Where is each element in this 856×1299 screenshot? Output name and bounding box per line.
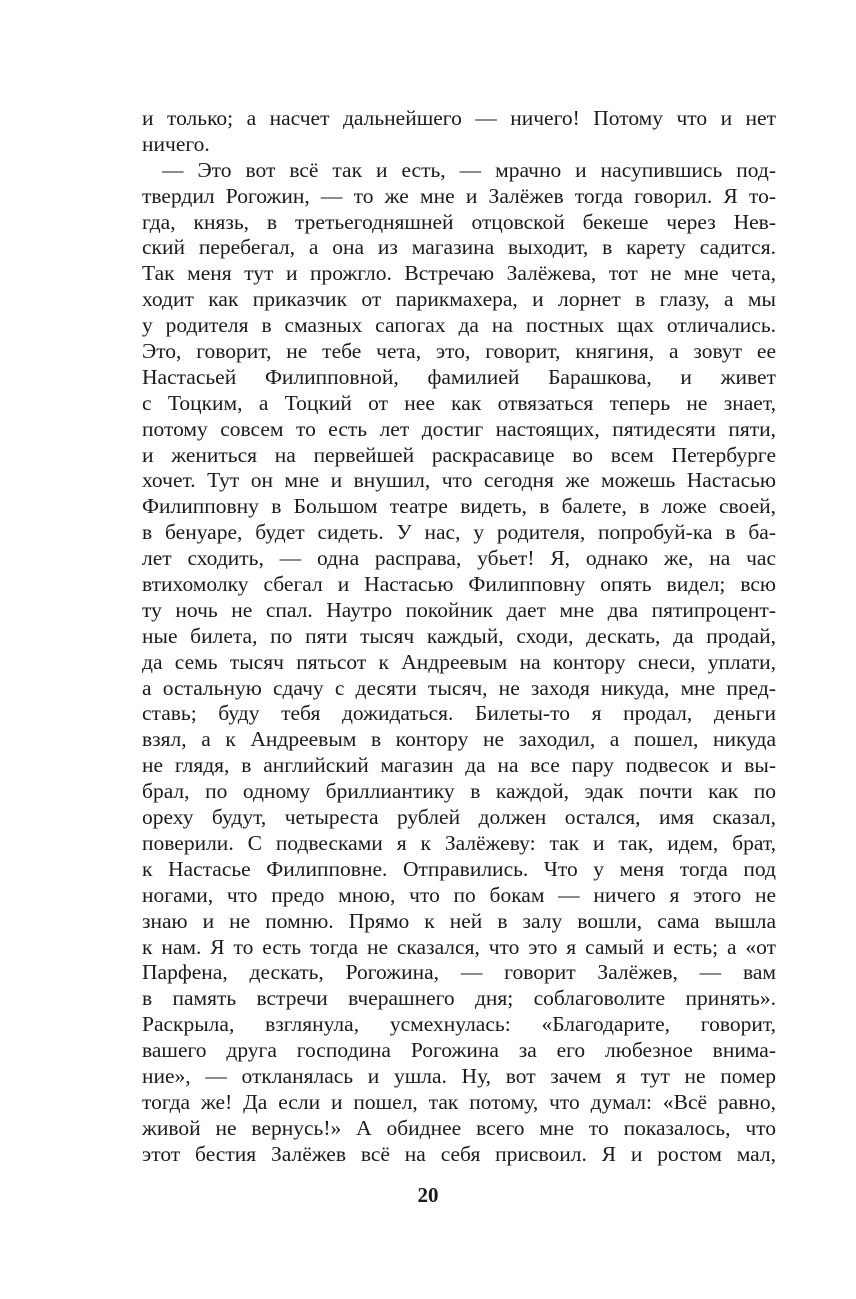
text-line: хочет. Тут он мне и внушил, что сегодня же можешь Настасью [142, 468, 776, 493]
text-line: этот бестия Залёжев всё на себя присвоил. Я и ростом мал, [142, 1141, 776, 1166]
text-line: к нам. Я то есть тогда не сказался, что это я самый и есть; а «от [142, 934, 776, 959]
body-text [142, 106, 776, 1168]
text-line: и жениться на первейшей раскрасавице во всем Петербурге [142, 442, 776, 467]
text-line: ногами, что предо мною, что по бокам — ничего я этого не [142, 882, 776, 907]
text-line: ский перебегал, а она из магазина выходит, в карету садится. [142, 235, 776, 260]
text-line: Раскрыла, взглянула, усмехнулась: «Благодарите, говорит, [142, 1012, 776, 1037]
text-line: брал, по одному бриллиантику в каждой, эдак почти как по [142, 779, 776, 804]
text-line: в бенуаре, будет сидеть. У нас, у родителя, попробуй-ка в ба- [142, 520, 776, 545]
text-line: у родителя в смазных сапогах да на постных щах отличались. [142, 313, 776, 338]
text-line: в память встречи вчерашнего дня; соблаговолите принять». [142, 986, 776, 1011]
text-line: ту ночь не спал. Наутро покойник дает мне два пятипроцент- [142, 597, 776, 622]
text-line: лет сходить, — одна расправа, убьет! Я, однако же, на час [142, 546, 776, 571]
text-line: с Тоцким, а Тоцкий от нее как отвязаться теперь не знает, [142, 390, 776, 415]
text-line: потому совсем то есть лет достиг настоящих, пятидесяти пяти, [142, 416, 776, 441]
text-line: взял, а к Андреевым в контору не заходил, а пошел, никуда [142, 727, 776, 752]
text-line: а остальную сдачу с десяти тысяч, не заходя никуда, мне пред- [142, 675, 776, 700]
text-line: и только; а насчет дальнейшего — ничего! Потому что и нет [142, 106, 776, 130]
text-line: поверили. С подвесками я к Залёжеву: так и так, идем, брат, [142, 830, 776, 855]
text-line: твердил Рогожин, — то же мне и Залёжев тогда говорил. Я то- [142, 183, 776, 208]
text-line: гда, князь, в третьегодняшней отцовской бекеше через Нев- [142, 209, 776, 234]
text-line: знаю и не помню. Прямо к ней в залу вошли, сама вышла [142, 908, 776, 933]
text-line: живой не вернусь!» А обиднее всего мне то показалось, что [142, 1115, 776, 1140]
text-line: да семь тысяч пятьсот к Андреевым на контору снеси, уплати, [142, 649, 776, 674]
text-line: Настасьей Филипповной, фамилией Барашкова, и живет [142, 364, 776, 389]
text-line: к Настасье Филипповне. Отправились. Что у меня тогда под [142, 856, 776, 881]
text-line: втихомолку сбегал и Настасью Филипповну опять видел; всю [142, 572, 776, 597]
text-line: Парфена, дескать, Рогожина, — говорит Залёжев, — вам [142, 960, 776, 985]
text-line: Так меня тут и прожгло. Встречаю Залёжева, тот не мне чета, [142, 261, 776, 286]
text-line: ходит как приказчик от парикмахера, и лорнет в глазу, а мы [142, 287, 776, 312]
text-line: вашего друга господина Рогожина за его любезное внима- [142, 1038, 776, 1063]
text-line: ореху будут, четыреста рублей должен остался, имя сказал, [142, 805, 776, 830]
text-line: тогда же! Да если и пошел, так потому, что думал: «Всё равно, [142, 1089, 776, 1114]
page-number: 20 [417, 1183, 439, 1207]
text-line: ние», — откланялась и ушла. Ну, вот зачем я тут не помер [142, 1063, 776, 1088]
text-line: — Это вот всё так и есть, — мрачно и насупившись под- [162, 157, 776, 182]
text-line: ные билета, по пяти тысяч каждый, сходи, дескать, да продай, [142, 623, 776, 648]
text-line: ставь; буду тебя дожидаться. Билеты-то я продал, деньги [142, 701, 776, 726]
text-line: Филипповну в Большом театре видеть, в балете, в ложе своей, [142, 494, 776, 519]
text-line: ничего. [142, 131, 210, 156]
text-line: не глядя, в английский магазин да на все пару подвесок и вы- [142, 753, 776, 778]
text-line: Это, говорит, не тебе чета, это, говорит, княгиня, а зовут ее [142, 339, 776, 364]
